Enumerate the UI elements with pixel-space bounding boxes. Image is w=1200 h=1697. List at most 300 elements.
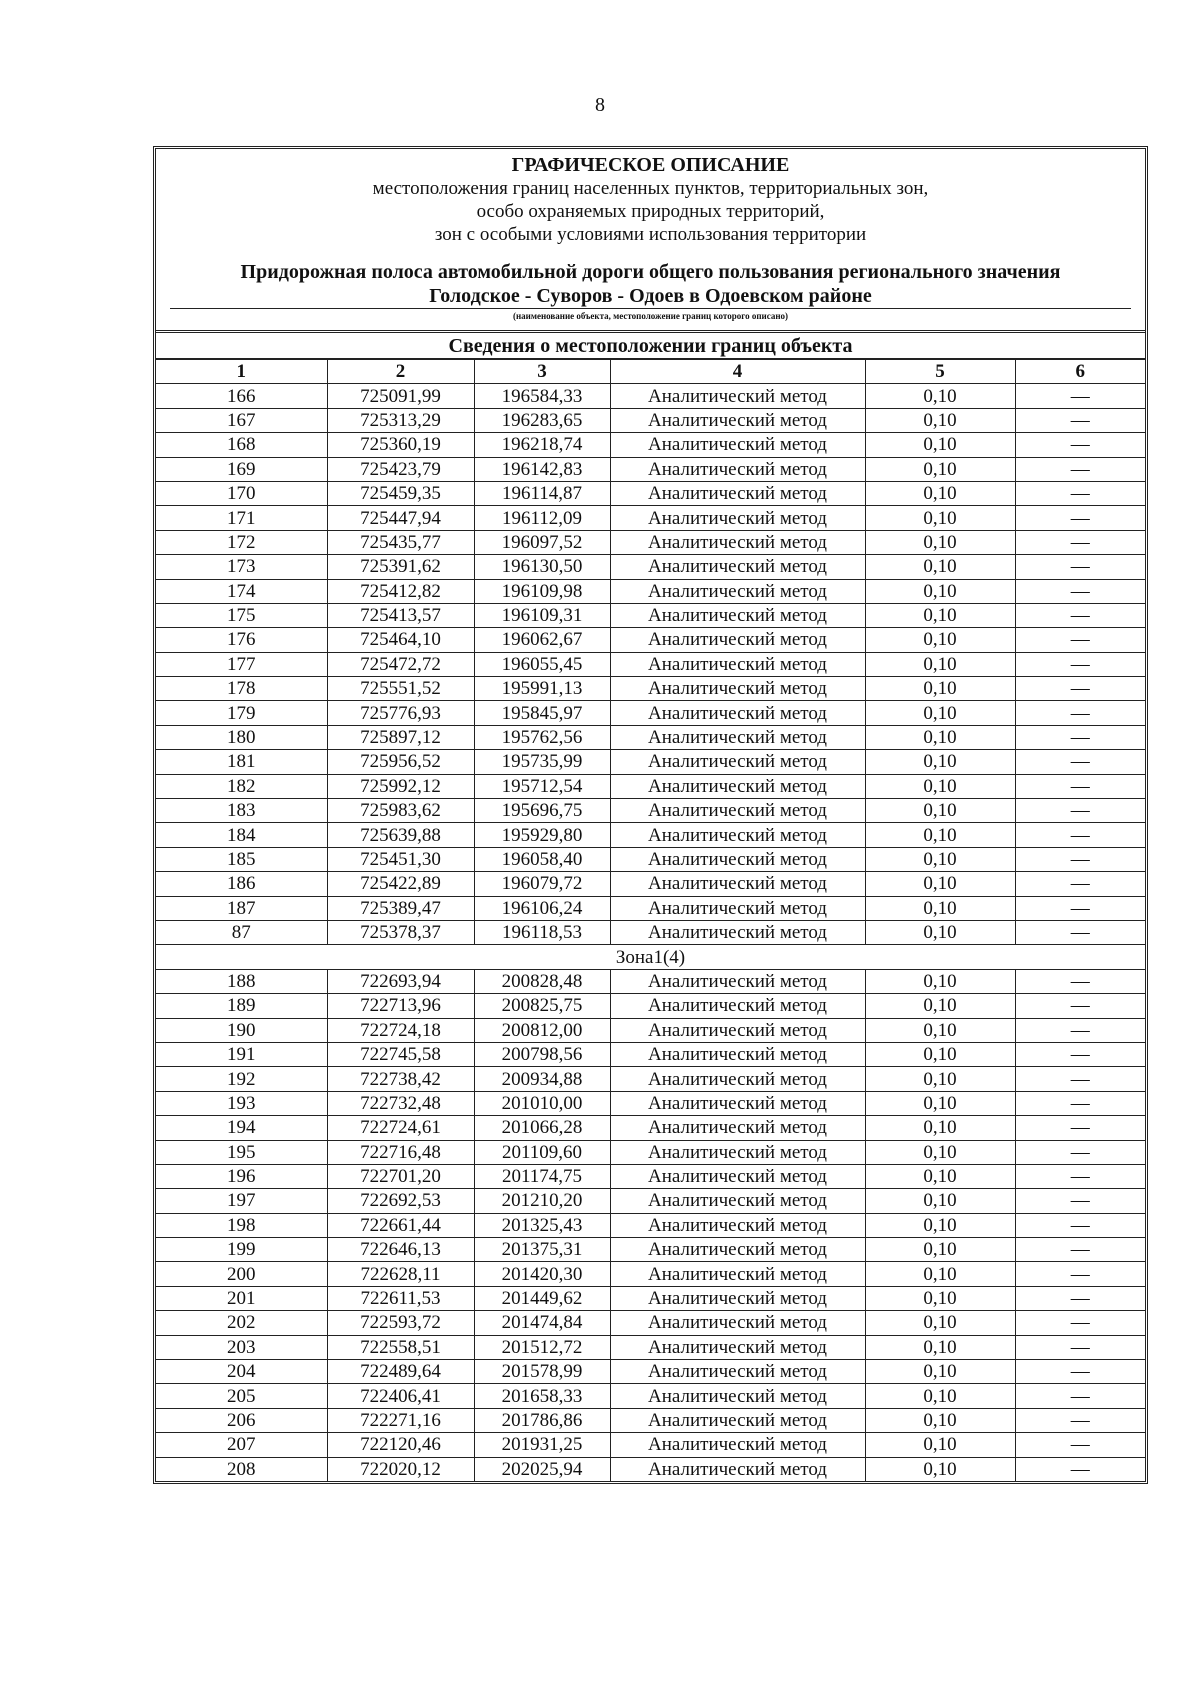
point-number-cell: 178 xyxy=(156,677,327,701)
accuracy-cell: 0,10 xyxy=(865,677,1015,701)
method-cell: Аналитический метод xyxy=(610,384,865,408)
description-cell: — xyxy=(1015,799,1145,823)
method-cell: Аналитический метод xyxy=(610,847,865,871)
method-cell: Аналитический метод xyxy=(610,1360,865,1384)
table-row xyxy=(156,1238,1145,1262)
coord-y-cell: 195762,56 xyxy=(474,725,610,749)
object-name-line-1: Придорожная полоса автомобильной дороги общего пользования регионального значения xyxy=(240,261,1061,283)
table-row xyxy=(156,1042,1145,1066)
accuracy-cell: 0,10 xyxy=(865,652,1015,676)
coord-y-cell: 201786,86 xyxy=(474,1408,610,1432)
coord-y-cell: 200812,00 xyxy=(474,1018,610,1042)
coord-x-cell: 722701,20 xyxy=(327,1164,474,1188)
table-row xyxy=(156,1213,1145,1237)
coord-x-cell: 725897,12 xyxy=(327,725,474,749)
coord-x-cell: 722611,53 xyxy=(327,1286,474,1310)
subtitle-line-2: особо охраняемых природных территорий, xyxy=(476,201,825,222)
table-row xyxy=(156,1360,1145,1384)
coord-x-cell: 722724,61 xyxy=(327,1116,474,1140)
accuracy-cell: 0,10 xyxy=(865,481,1015,505)
table-row xyxy=(156,1091,1145,1115)
point-number-cell: 197 xyxy=(156,1189,327,1213)
object-caption: (наименование объекта, местоположение границ которого описано) xyxy=(512,311,789,321)
coord-x-cell: 725459,35 xyxy=(327,481,474,505)
table-row xyxy=(156,506,1145,530)
accuracy-cell: 0,10 xyxy=(865,555,1015,579)
point-number-cell: 203 xyxy=(156,1335,327,1359)
method-cell: Аналитический метод xyxy=(610,677,865,701)
table-row xyxy=(156,1286,1145,1310)
point-number-cell: 198 xyxy=(156,1213,327,1237)
table-row xyxy=(156,1189,1145,1213)
method-cell: Аналитический метод xyxy=(610,1091,865,1115)
point-number-cell: 174 xyxy=(156,579,327,603)
point-number-cell: 173 xyxy=(156,555,327,579)
table-row xyxy=(156,457,1145,481)
coord-y-cell: 201109,60 xyxy=(474,1140,610,1164)
accuracy-cell: 0,10 xyxy=(865,1140,1015,1164)
coord-y-cell: 201931,25 xyxy=(474,1433,610,1457)
description-cell: — xyxy=(1015,994,1145,1018)
point-number-cell: 200 xyxy=(156,1262,327,1286)
coord-y-cell: 201010,00 xyxy=(474,1091,610,1115)
method-cell: Аналитический метод xyxy=(610,1286,865,1310)
method-cell: Аналитический метод xyxy=(610,555,865,579)
point-number-cell: 201 xyxy=(156,1286,327,1310)
coord-x-cell: 725992,12 xyxy=(327,774,474,798)
table-row xyxy=(156,530,1145,554)
description-cell: — xyxy=(1015,920,1145,944)
coord-y-cell: 200798,56 xyxy=(474,1042,610,1066)
accuracy-cell: 0,10 xyxy=(865,1091,1015,1115)
coord-x-cell: 725956,52 xyxy=(327,750,474,774)
table-body xyxy=(156,384,1145,1481)
coord-x-cell: 722661,44 xyxy=(327,1213,474,1237)
description-cell: — xyxy=(1015,384,1145,408)
accuracy-cell: 0,10 xyxy=(865,1164,1015,1188)
page-number: 8 xyxy=(595,94,605,116)
coord-y-cell: 196130,50 xyxy=(474,555,610,579)
description-cell: — xyxy=(1015,1335,1145,1359)
table-row xyxy=(156,1335,1145,1359)
table-row xyxy=(156,481,1145,505)
method-cell: Аналитический метод xyxy=(610,994,865,1018)
method-cell: Аналитический метод xyxy=(610,1140,865,1164)
table-row xyxy=(156,433,1145,457)
table-row xyxy=(156,847,1145,871)
accuracy-cell: 0,10 xyxy=(865,1067,1015,1091)
table-row xyxy=(156,1164,1145,1188)
accuracy-cell: 0,10 xyxy=(865,1433,1015,1457)
coord-y-cell: 196109,31 xyxy=(474,603,610,627)
coord-y-cell: 196055,45 xyxy=(474,652,610,676)
point-number-cell: 184 xyxy=(156,823,327,847)
coord-x-cell: 722738,42 xyxy=(327,1067,474,1091)
point-number-cell: 190 xyxy=(156,1018,327,1042)
coord-x-cell: 722713,96 xyxy=(327,994,474,1018)
table-row xyxy=(156,628,1145,652)
description-cell: — xyxy=(1015,1067,1145,1091)
column-header: 5 xyxy=(865,360,1015,384)
document-title: ГРАФИЧЕСКОЕ ОПИСАНИЕ xyxy=(511,154,790,176)
description-cell: — xyxy=(1015,1091,1145,1115)
accuracy-cell: 0,10 xyxy=(865,408,1015,432)
point-number-cell: 167 xyxy=(156,408,327,432)
accuracy-cell: 0,10 xyxy=(865,506,1015,530)
accuracy-cell: 0,10 xyxy=(865,1018,1015,1042)
table-row xyxy=(156,750,1145,774)
coord-x-cell: 725776,93 xyxy=(327,701,474,725)
table-row xyxy=(156,1116,1145,1140)
method-cell: Аналитический метод xyxy=(610,433,865,457)
zone-label: Зона1(4) xyxy=(156,945,1145,969)
table-row xyxy=(156,677,1145,701)
coord-x-cell: 725413,57 xyxy=(327,603,474,627)
coord-x-cell: 725472,72 xyxy=(327,652,474,676)
table-row xyxy=(156,799,1145,823)
coord-y-cell: 196109,98 xyxy=(474,579,610,603)
coord-y-cell: 196112,09 xyxy=(474,506,610,530)
method-cell: Аналитический метод xyxy=(610,750,865,774)
accuracy-cell: 0,10 xyxy=(865,872,1015,896)
coord-y-cell: 195696,75 xyxy=(474,799,610,823)
coord-y-cell: 200934,88 xyxy=(474,1067,610,1091)
accuracy-cell: 0,10 xyxy=(865,1457,1015,1481)
accuracy-cell: 0,10 xyxy=(865,823,1015,847)
method-cell: Аналитический метод xyxy=(610,579,865,603)
point-number-cell: 207 xyxy=(156,1433,327,1457)
point-number-cell: 172 xyxy=(156,530,327,554)
method-cell: Аналитический метод xyxy=(610,1116,865,1140)
coord-x-cell: 725412,82 xyxy=(327,579,474,603)
description-cell: — xyxy=(1015,1116,1145,1140)
coord-y-cell: 196114,87 xyxy=(474,481,610,505)
point-number-cell: 166 xyxy=(156,384,327,408)
method-cell: Аналитический метод xyxy=(610,1067,865,1091)
description-cell: — xyxy=(1015,1311,1145,1335)
point-number-cell: 187 xyxy=(156,896,327,920)
coord-y-cell: 196283,65 xyxy=(474,408,610,432)
table-row xyxy=(156,896,1145,920)
coord-y-cell: 196106,24 xyxy=(474,896,610,920)
accuracy-cell: 0,10 xyxy=(865,847,1015,871)
method-cell: Аналитический метод xyxy=(610,1262,865,1286)
table-row xyxy=(156,603,1145,627)
table-row xyxy=(156,701,1145,725)
table-row xyxy=(156,1140,1145,1164)
accuracy-cell: 0,10 xyxy=(865,701,1015,725)
coord-x-cell: 722628,11 xyxy=(327,1262,474,1286)
point-number-cell: 168 xyxy=(156,433,327,457)
accuracy-cell: 0,10 xyxy=(865,1408,1015,1432)
point-number-cell: 177 xyxy=(156,652,327,676)
point-number-cell: 195 xyxy=(156,1140,327,1164)
coord-x-cell: 722558,51 xyxy=(327,1335,474,1359)
coord-y-cell: 202025,94 xyxy=(474,1457,610,1481)
description-cell: — xyxy=(1015,1140,1145,1164)
point-number-cell: 176 xyxy=(156,628,327,652)
coord-x-cell: 722732,48 xyxy=(327,1091,474,1115)
coord-x-cell: 722120,46 xyxy=(327,1433,474,1457)
point-number-cell: 208 xyxy=(156,1457,327,1481)
description-cell: — xyxy=(1015,847,1145,871)
coord-x-cell: 722020,12 xyxy=(327,1457,474,1481)
document-header xyxy=(156,149,1145,333)
accuracy-cell: 0,10 xyxy=(865,750,1015,774)
description-cell: — xyxy=(1015,652,1145,676)
method-cell: Аналитический метод xyxy=(610,1042,865,1066)
description-cell: — xyxy=(1015,1042,1145,1066)
description-cell: — xyxy=(1015,433,1145,457)
coord-x-cell: 725983,62 xyxy=(327,799,474,823)
coord-x-cell: 722593,72 xyxy=(327,1311,474,1335)
column-header: 3 xyxy=(474,360,610,384)
coord-x-cell: 722716,48 xyxy=(327,1140,474,1164)
table-row xyxy=(156,994,1145,1018)
coord-y-cell: 200828,48 xyxy=(474,969,610,993)
coord-y-cell: 196118,53 xyxy=(474,920,610,944)
description-cell: — xyxy=(1015,506,1145,530)
point-number-cell: 170 xyxy=(156,481,327,505)
method-cell: Аналитический метод xyxy=(610,969,865,993)
point-number-cell: 186 xyxy=(156,872,327,896)
point-number-cell: 183 xyxy=(156,799,327,823)
coord-y-cell: 201474,84 xyxy=(474,1311,610,1335)
table-row xyxy=(156,384,1145,408)
coord-y-cell: 201375,31 xyxy=(474,1238,610,1262)
method-cell: Аналитический метод xyxy=(610,799,865,823)
coord-x-cell: 722271,16 xyxy=(327,1408,474,1432)
method-cell: Аналитический метод xyxy=(610,725,865,749)
coord-y-cell: 196097,52 xyxy=(474,530,610,554)
coord-x-cell: 722692,53 xyxy=(327,1189,474,1213)
method-cell: Аналитический метод xyxy=(610,1457,865,1481)
coord-y-cell: 195712,54 xyxy=(474,774,610,798)
method-cell: Аналитический метод xyxy=(610,1408,865,1432)
method-cell: Аналитический метод xyxy=(610,1018,865,1042)
accuracy-cell: 0,10 xyxy=(865,530,1015,554)
description-cell: — xyxy=(1015,1360,1145,1384)
description-cell: — xyxy=(1015,555,1145,579)
coord-y-cell: 196218,74 xyxy=(474,433,610,457)
point-number-cell: 191 xyxy=(156,1042,327,1066)
point-number-cell: 182 xyxy=(156,774,327,798)
point-number-cell: 205 xyxy=(156,1384,327,1408)
table-row xyxy=(156,920,1145,944)
point-number-cell: 181 xyxy=(156,750,327,774)
table-row xyxy=(156,872,1145,896)
coord-x-cell: 722693,94 xyxy=(327,969,474,993)
method-cell: Аналитический метод xyxy=(610,920,865,944)
coord-y-cell: 196079,72 xyxy=(474,872,610,896)
method-cell: Аналитический метод xyxy=(610,1433,865,1457)
accuracy-cell: 0,10 xyxy=(865,1311,1015,1335)
coord-y-cell: 195991,13 xyxy=(474,677,610,701)
point-number-cell: 87 xyxy=(156,920,327,944)
accuracy-cell: 0,10 xyxy=(865,920,1015,944)
coord-x-cell: 725378,37 xyxy=(327,920,474,944)
point-number-cell: 185 xyxy=(156,847,327,871)
accuracy-cell: 0,10 xyxy=(865,628,1015,652)
point-number-cell: 189 xyxy=(156,994,327,1018)
accuracy-cell: 0,10 xyxy=(865,1116,1015,1140)
accuracy-cell: 0,10 xyxy=(865,384,1015,408)
description-cell: — xyxy=(1015,1018,1145,1042)
point-number-cell: 199 xyxy=(156,1238,327,1262)
table-row xyxy=(156,1433,1145,1457)
accuracy-cell: 0,10 xyxy=(865,1335,1015,1359)
accuracy-cell: 0,10 xyxy=(865,799,1015,823)
accuracy-cell: 0,10 xyxy=(865,994,1015,1018)
coord-x-cell: 725423,79 xyxy=(327,457,474,481)
table-row xyxy=(156,725,1145,749)
description-cell: — xyxy=(1015,774,1145,798)
accuracy-cell: 0,10 xyxy=(865,433,1015,457)
coord-y-cell: 201325,43 xyxy=(474,1213,610,1237)
description-cell: — xyxy=(1015,1262,1145,1286)
subtitle-line-1: местоположения границ населенных пунктов, территориальных зон, xyxy=(372,178,929,199)
method-cell: Аналитический метод xyxy=(610,1164,865,1188)
table-row xyxy=(156,1262,1145,1286)
point-number-cell: 180 xyxy=(156,725,327,749)
method-cell: Аналитический метод xyxy=(610,603,865,627)
point-number-cell: 188 xyxy=(156,969,327,993)
method-cell: Аналитический метод xyxy=(610,457,865,481)
accuracy-cell: 0,10 xyxy=(865,1360,1015,1384)
coord-y-cell: 196584,33 xyxy=(474,384,610,408)
description-cell: — xyxy=(1015,628,1145,652)
method-cell: Аналитический метод xyxy=(610,1311,865,1335)
method-cell: Аналитический метод xyxy=(610,1335,865,1359)
table-row xyxy=(156,1457,1145,1481)
point-number-cell: 179 xyxy=(156,701,327,725)
column-header: 1 xyxy=(156,360,327,384)
accuracy-cell: 0,10 xyxy=(865,457,1015,481)
coord-y-cell: 195929,80 xyxy=(474,823,610,847)
table-header-row xyxy=(156,360,1145,384)
coord-y-cell: 196058,40 xyxy=(474,847,610,871)
point-number-cell: 202 xyxy=(156,1311,327,1335)
accuracy-cell: 0,10 xyxy=(865,1189,1015,1213)
table-row xyxy=(156,408,1145,432)
accuracy-cell: 0,10 xyxy=(865,1384,1015,1408)
description-cell: — xyxy=(1015,1384,1145,1408)
description-cell: — xyxy=(1015,579,1145,603)
table-row xyxy=(156,1384,1145,1408)
point-number-cell: 193 xyxy=(156,1091,327,1115)
method-cell: Аналитический метод xyxy=(610,872,865,896)
point-number-cell: 175 xyxy=(156,603,327,627)
coord-x-cell: 725360,19 xyxy=(327,433,474,457)
accuracy-cell: 0,10 xyxy=(865,1042,1015,1066)
method-cell: Аналитический метод xyxy=(610,1213,865,1237)
coord-y-cell: 200825,75 xyxy=(474,994,610,1018)
table-row xyxy=(156,652,1145,676)
method-cell: Аналитический метод xyxy=(610,481,865,505)
coord-x-cell: 722646,13 xyxy=(327,1238,474,1262)
coord-x-cell: 725451,30 xyxy=(327,847,474,871)
point-number-cell: 192 xyxy=(156,1067,327,1091)
accuracy-cell: 0,10 xyxy=(865,1238,1015,1262)
column-header: 6 xyxy=(1015,360,1145,384)
coord-x-cell: 722724,18 xyxy=(327,1018,474,1042)
point-number-cell: 171 xyxy=(156,506,327,530)
graphic-description-document xyxy=(153,146,1148,1484)
description-cell: — xyxy=(1015,1433,1145,1457)
accuracy-cell: 0,10 xyxy=(865,774,1015,798)
method-cell: Аналитический метод xyxy=(610,1189,865,1213)
method-cell: Аналитический метод xyxy=(610,896,865,920)
coord-x-cell: 725422,89 xyxy=(327,872,474,896)
table-row xyxy=(156,823,1145,847)
section-title: Сведения о местоположении границ объекта xyxy=(156,333,1145,360)
column-header: 4 xyxy=(610,360,865,384)
method-cell: Аналитический метод xyxy=(610,823,865,847)
method-cell: Аналитический метод xyxy=(610,701,865,725)
description-cell: — xyxy=(1015,750,1145,774)
description-cell: — xyxy=(1015,530,1145,554)
description-cell: — xyxy=(1015,1213,1145,1237)
accuracy-cell: 0,10 xyxy=(865,1286,1015,1310)
coord-y-cell: 201578,99 xyxy=(474,1360,610,1384)
table-row xyxy=(156,555,1145,579)
method-cell: Аналитический метод xyxy=(610,408,865,432)
accuracy-cell: 0,10 xyxy=(865,603,1015,627)
table-row xyxy=(156,1018,1145,1042)
description-cell: — xyxy=(1015,823,1145,847)
coord-y-cell: 201658,33 xyxy=(474,1384,610,1408)
coord-x-cell: 725464,10 xyxy=(327,628,474,652)
accuracy-cell: 0,10 xyxy=(865,969,1015,993)
description-cell: — xyxy=(1015,457,1145,481)
coord-y-cell: 201449,62 xyxy=(474,1286,610,1310)
description-cell: — xyxy=(1015,1457,1145,1481)
coord-x-cell: 725313,29 xyxy=(327,408,474,432)
coord-x-cell: 725551,52 xyxy=(327,677,474,701)
table-row xyxy=(156,1311,1145,1335)
coord-y-cell: 201174,75 xyxy=(474,1164,610,1188)
description-cell: — xyxy=(1015,1164,1145,1188)
coord-x-cell: 725447,94 xyxy=(327,506,474,530)
description-cell: — xyxy=(1015,1286,1145,1310)
coord-x-cell: 725435,77 xyxy=(327,530,474,554)
subtitle-line-3: зон с особыми условиями использования территории xyxy=(434,224,867,245)
coord-y-cell: 195735,99 xyxy=(474,750,610,774)
zone-row xyxy=(156,945,1145,969)
accuracy-cell: 0,10 xyxy=(865,1213,1015,1237)
accuracy-cell: 0,10 xyxy=(865,1262,1015,1286)
table-row xyxy=(156,969,1145,993)
coord-y-cell: 201210,20 xyxy=(474,1189,610,1213)
coordinates-table xyxy=(156,360,1145,1481)
table-row xyxy=(156,1067,1145,1091)
description-cell: — xyxy=(1015,872,1145,896)
coord-y-cell: 195845,97 xyxy=(474,701,610,725)
table-row xyxy=(156,774,1145,798)
column-header: 2 xyxy=(327,360,474,384)
table-row xyxy=(156,1408,1145,1432)
coord-y-cell: 201066,28 xyxy=(474,1116,610,1140)
coord-y-cell: 196142,83 xyxy=(474,457,610,481)
coord-x-cell: 725639,88 xyxy=(327,823,474,847)
point-number-cell: 194 xyxy=(156,1116,327,1140)
coord-y-cell: 201420,30 xyxy=(474,1262,610,1286)
description-cell: — xyxy=(1015,725,1145,749)
coord-x-cell: 722406,41 xyxy=(327,1384,474,1408)
method-cell: Аналитический метод xyxy=(610,652,865,676)
description-cell: — xyxy=(1015,896,1145,920)
coord-x-cell: 725091,99 xyxy=(327,384,474,408)
